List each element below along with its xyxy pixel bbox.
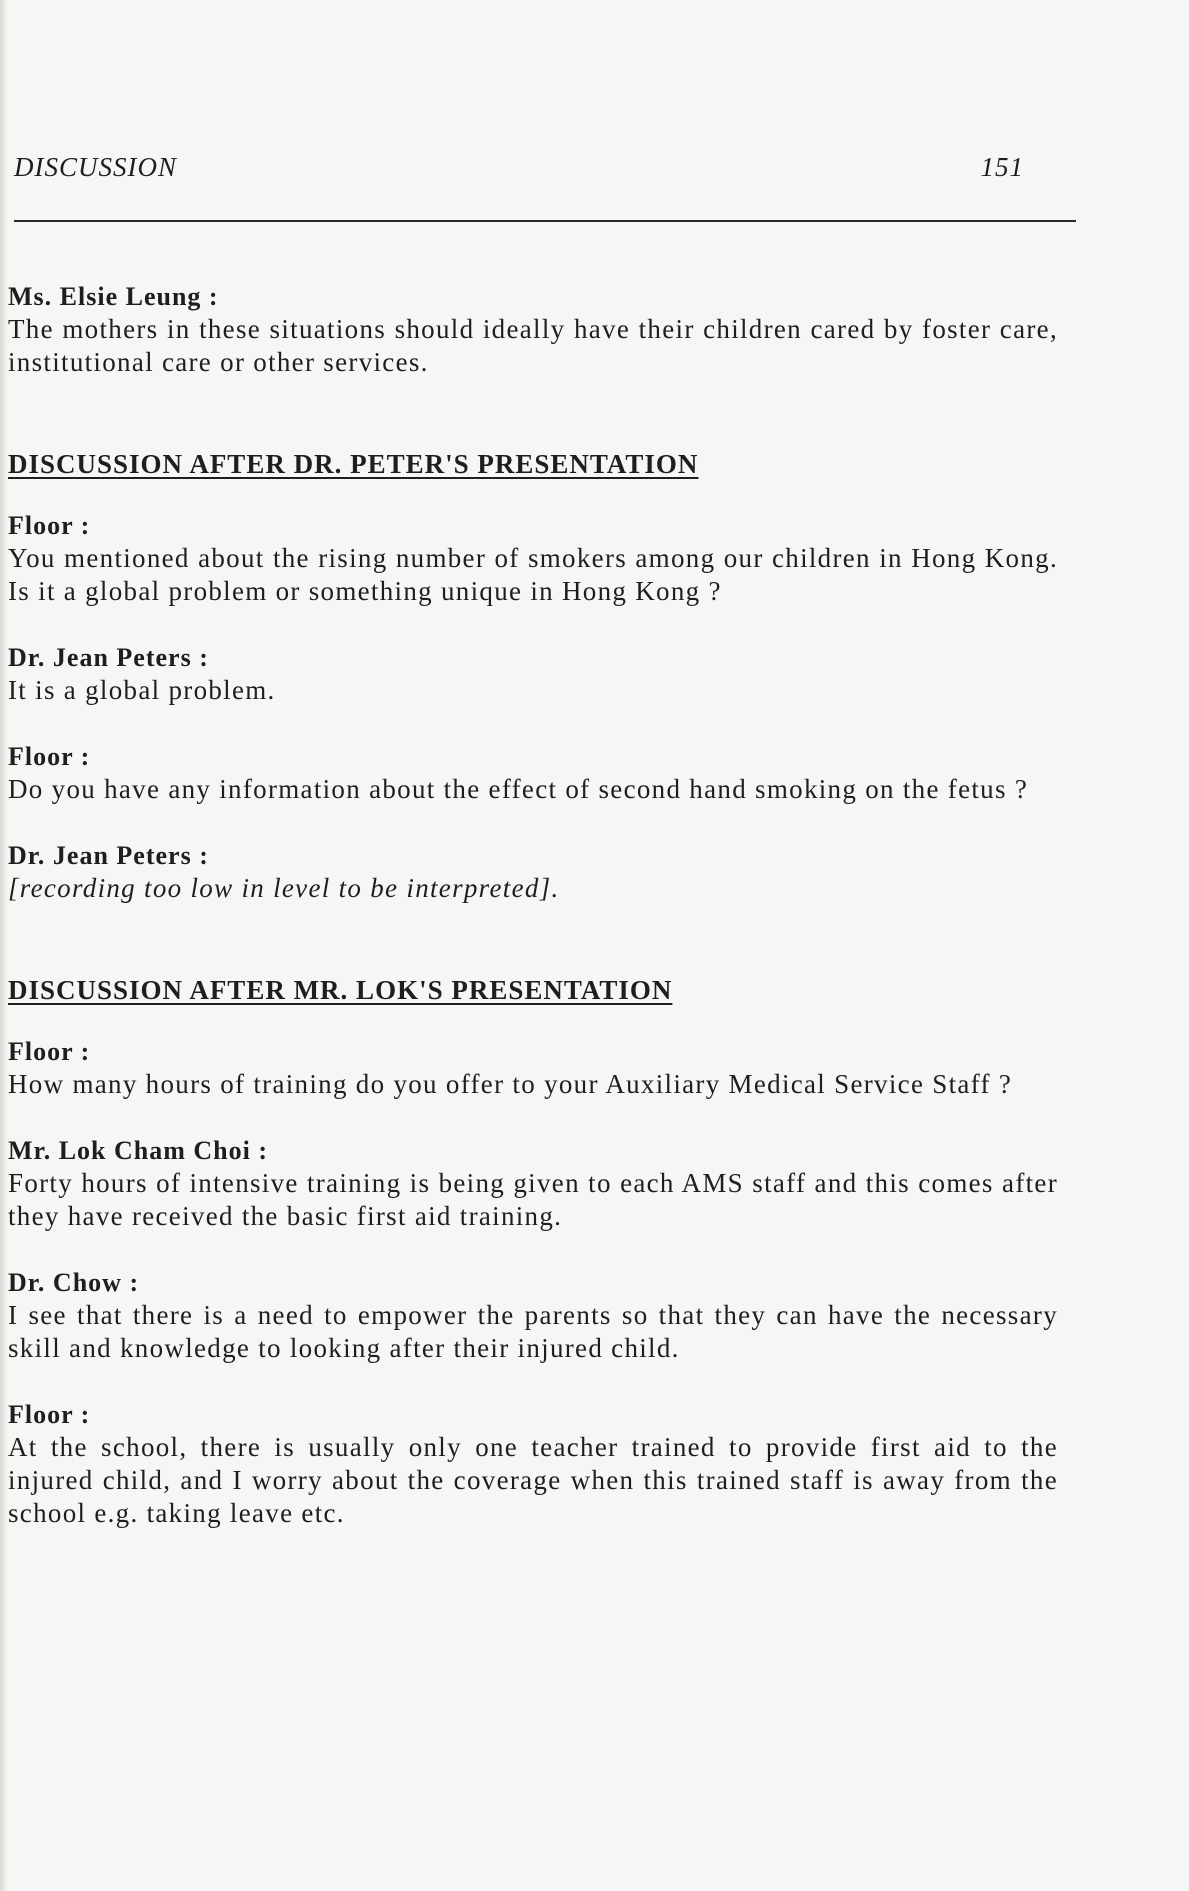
speech-text: At the school, there is usually only one teacher trained to provide first aid to the injured child, and I worry about the coverage when this trained staff is away from the school e.g. taking leave etc. <box>8 1432 1058 1528</box>
speech-text: I see that there is a need to empower the parents so that they can have the necessary skill and knowledge to looking after their injured child. <box>8 1300 1058 1363</box>
speaker-name: Dr. Jean Peters : <box>8 643 209 672</box>
speaker-name: Dr. Jean Peters : <box>8 841 209 870</box>
section-spacer <box>8 412 1058 448</box>
section-spacer <box>8 938 1058 974</box>
running-header <box>14 152 1024 188</box>
speech-text: It is a global problem. <box>8 675 276 705</box>
page-edge-shadow <box>0 0 8 1891</box>
dialogue-entry <box>8 1035 1058 1101</box>
dialogue-entry <box>8 1398 1058 1530</box>
discussion-section-lok <box>8 974 1058 1530</box>
speaker-name: Floor : <box>8 1037 91 1066</box>
dialogue-entry <box>8 1134 1058 1233</box>
header-rule <box>14 220 1076 222</box>
speaker-name: Mr. Lok Cham Choi : <box>8 1136 269 1165</box>
speaker-name: Ms. Elsie Leung : <box>8 282 219 311</box>
dialogue-entry <box>8 740 1058 806</box>
dialogue-entry <box>8 641 1058 707</box>
speech-text: Forty hours of intensive training is being given to each AMS staff and this comes after they have received the basic first aid training. <box>8 1168 1058 1231</box>
dialogue-entry-intro <box>8 280 1058 379</box>
discussion-section-peters <box>8 448 1058 905</box>
page-body <box>8 280 1058 1563</box>
speaker-name: Floor : <box>8 511 91 540</box>
section-heading: DISCUSSION AFTER DR. PETER'S PRESENTATION <box>8 449 699 479</box>
speech-text-italic-note: [recording too low in level to be interpreted]. <box>8 873 560 903</box>
speech-text: The mothers in these situations should ideally have their children cared by foster care, institutional care or other services. <box>8 314 1058 377</box>
speaker-name: Dr. Chow : <box>8 1268 140 1297</box>
speech-text: How many hours of training do you offer to your Auxiliary Medical Service Staff ? <box>8 1069 1013 1099</box>
speech-text: Do you have any information about the effect of second hand smoking on the fetus ? <box>8 774 1029 804</box>
running-header-title: DISCUSSION <box>14 152 177 182</box>
dialogue-entry <box>8 839 1058 905</box>
speaker-name: Floor : <box>8 742 91 771</box>
section-heading: DISCUSSION AFTER MR. LOK'S PRESENTATION <box>8 975 673 1005</box>
page-number: 151 <box>980 152 1024 182</box>
dialogue-entry <box>8 1266 1058 1365</box>
speech-text: You mentioned about the rising number of smokers among our children in Hong Kong. Is it a global problem or something unique in Hong Kong ? <box>8 543 1058 606</box>
dialogue-entry <box>8 509 1058 608</box>
speaker-name: Floor : <box>8 1400 91 1429</box>
